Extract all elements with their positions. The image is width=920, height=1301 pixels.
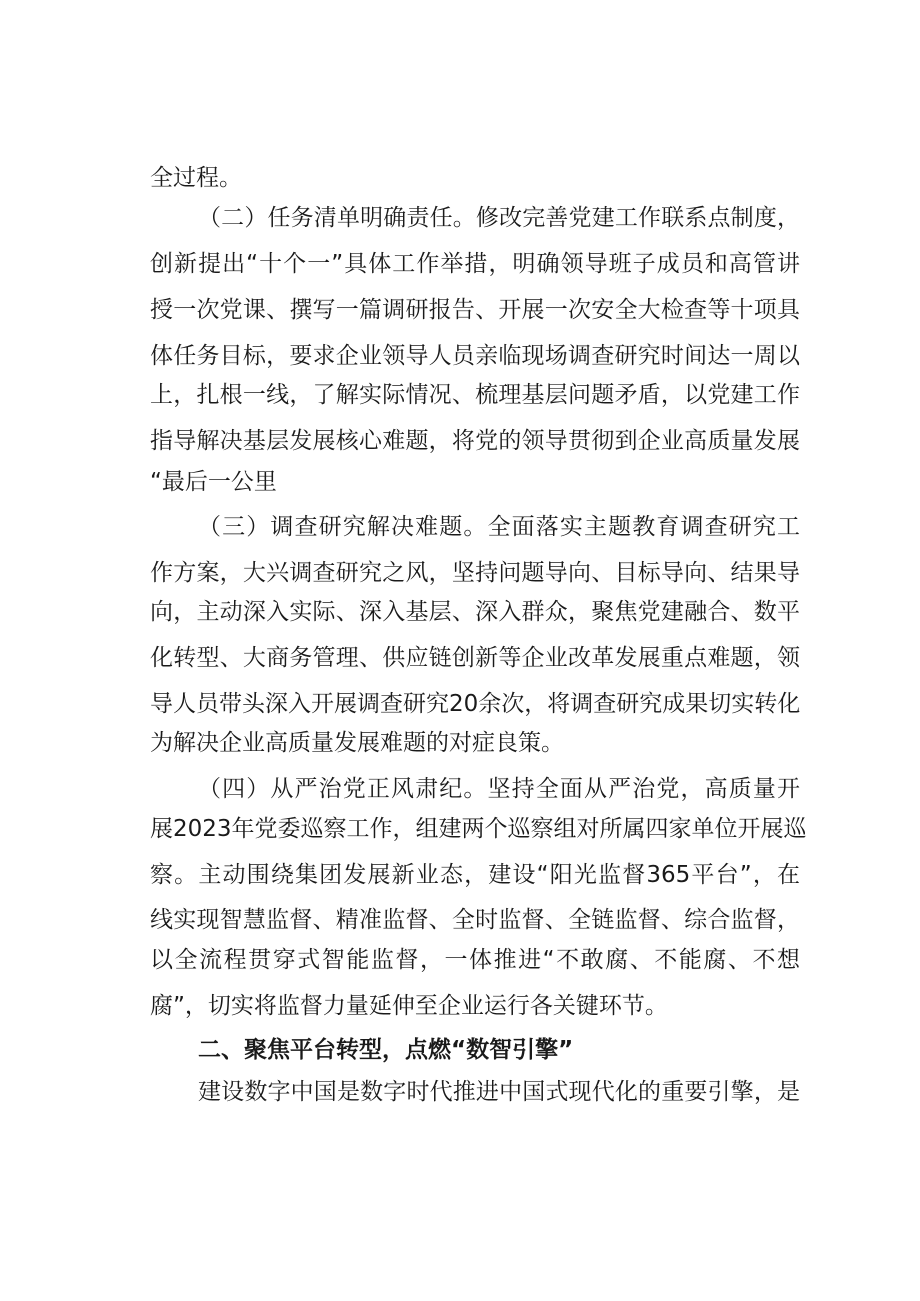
text-line: 导人员带头深入开展调查研究20余次，将调查研究成果切实转化 bbox=[150, 691, 801, 717]
text-line: 腐”，切实将监督力量延伸至企业运行各关键环节。 bbox=[150, 993, 668, 1019]
text-line: 创新提出“十个一”具体工作举措，明确领导班子成员和高管讲 bbox=[150, 251, 800, 277]
text-line: （四）从严治党正风肃纪。坚持全面从严治党，高质量开 bbox=[198, 776, 800, 802]
text-line: （二）任务清单明确责任。修改完善党建工作联系点制度， bbox=[198, 205, 800, 231]
text-line: 线实现智慧监督、精准监督、全时监督、全链监督、综合监督， bbox=[150, 907, 800, 933]
section-heading: 二、聚焦平台转型，点燃“数智引擎” bbox=[198, 1037, 574, 1063]
text-line: 上，扎根一线，了解实际情况、梳理基层问题矛盾，以党建工作 bbox=[150, 382, 800, 408]
text-line: 向，主动深入实际、深入基层、深入群众，聚焦党建融合、数平 bbox=[150, 599, 800, 625]
text-line: 授一次党课、撰写一篇调研报告、开展一次安全大检查等十项具 bbox=[150, 297, 800, 323]
text-line: 展2023年党委巡察工作，组建两个巡察组对所属四家单位开展巡 bbox=[150, 816, 807, 842]
text-line: 察。主动围绕集团发展新业态，建设“阳光监督365平台”，在 bbox=[150, 862, 800, 888]
text-line: 作方案，大兴调查研究之风，坚持问题导向、目标导向、结果导 bbox=[150, 560, 800, 586]
text-line: “最后一公里 bbox=[150, 469, 277, 495]
text-line: 全过程。 bbox=[150, 165, 242, 191]
text-line: 以全流程贯穿式智能监督，一体推进“不敢腐、不能腐、不想 bbox=[150, 947, 800, 973]
text-line: 为解决企业高质量发展难题的对症良策。 bbox=[150, 730, 564, 756]
text-line: 指导解决基层发展核心难题，将党的领导贯彻到企业高质量发展 bbox=[150, 428, 800, 454]
text-line: 建设数字中国是数字时代推进中国式现代化的重要引擎，是 bbox=[198, 1079, 800, 1105]
text-line: 化转型、大商务管理、供应链创新等企业改革发展重点难题，领 bbox=[150, 645, 800, 671]
text-line: （三）调查研究解决难题。全面落实主题教育调查研究工 bbox=[198, 514, 800, 540]
text-line: 体任务目标，要求企业领导人员亲临现场调查研究时间达一周以 bbox=[150, 343, 800, 369]
